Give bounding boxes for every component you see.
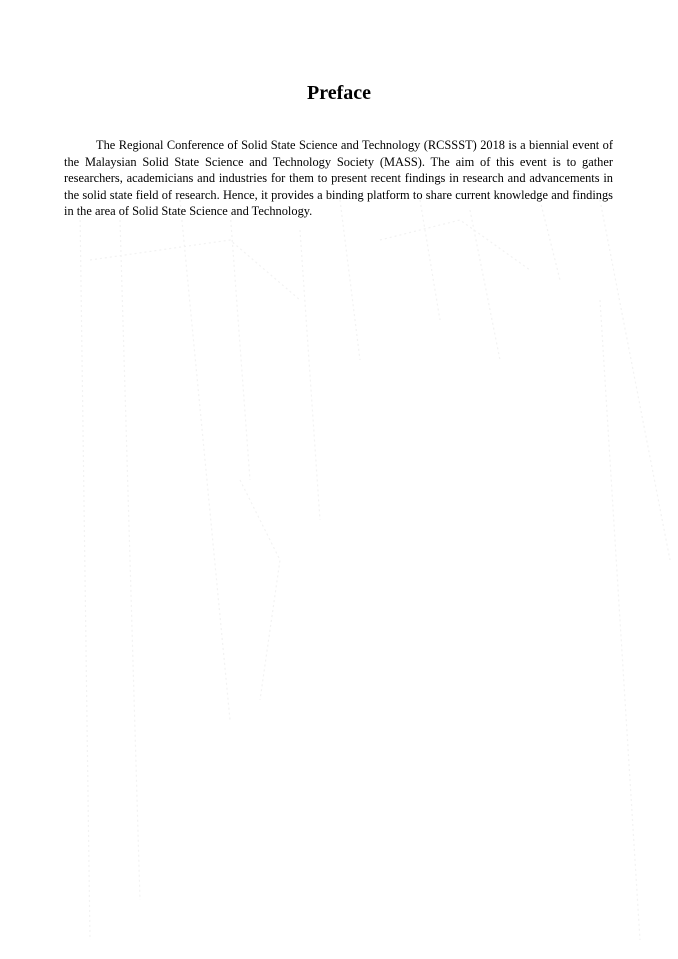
preface-paragraph: The Regional Conference of Solid State Science and Technology (RCSSST) 2018 is a biennial event of the Malaysian Solid State Science and Technology Society (MASS). The aim of this event is to gather researchers, academicians and industries for them to present recent findings in research and advancements in the solid state field of research. Hence, it provides a binding platform to share current knowledge and findings in the area of Solid State Science and Technology. bbox=[64, 138, 613, 218]
page-title: Preface bbox=[306, 82, 372, 104]
